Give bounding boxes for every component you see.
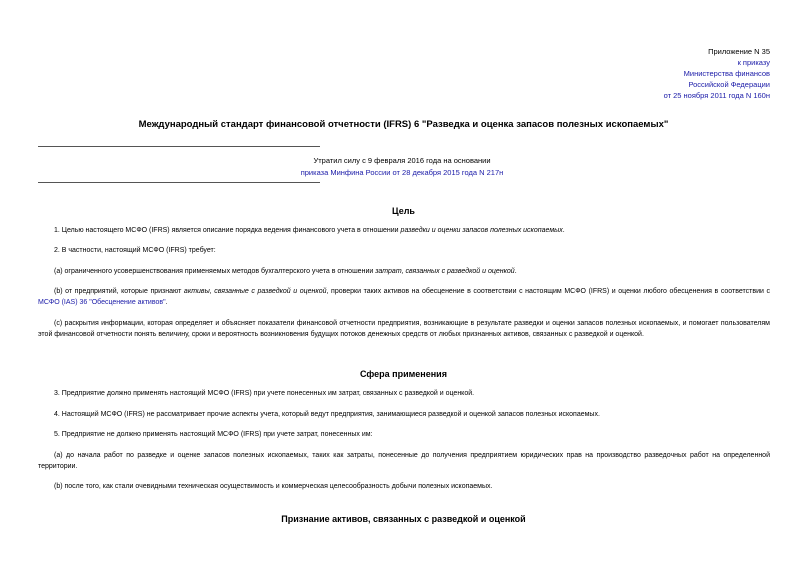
p1-end: . <box>562 227 565 234</box>
p2a-text: (a) ограниченного усовершенствования применяемых методов бухгалтерского учета в отношении <box>54 268 376 275</box>
p1-term: разведки и оценки запасов полезных ископаемых <box>400 227 563 234</box>
paragraph-3: 3. Предприятие должно применять настоящий МСФО (IFRS) при учете понесенных им затрат, связанных с разведкой и оценкой. <box>54 390 475 397</box>
p2a-end: . <box>514 268 517 275</box>
paragraph-2a <box>38 266 770 277</box>
p2a-term: затрат, связанных с разведкой и оценкой <box>375 268 515 275</box>
p2b-text: (b) от предприятий, которые признают <box>54 288 184 295</box>
p2b-end: . <box>165 299 168 306</box>
divider-bottom <box>38 182 320 183</box>
heading-recognition: Признание активов, связанных с разведкой и оценкой <box>281 514 526 524</box>
lost-force-notice <box>280 155 524 179</box>
p1-text: 1. Целью настоящего МСФО (IFRS) является описание порядка ведения финансового учета в отношении <box>54 227 401 234</box>
paragraph-2: 2. В частности, настоящий МСФО (IFRS) требует: <box>54 247 216 254</box>
appendix-order-link[interactable]: к приказу <box>737 58 770 67</box>
p2b-term: активы, связанные с разведкой и оценкой <box>183 288 327 295</box>
paragraph-1 <box>38 225 770 236</box>
p2b-text-2: , проверки таких активов на обесценение в соответствии с настоящим МСФО (IFRS) и оценки любого обесценения в соответствии с <box>326 288 770 295</box>
divider-top <box>38 146 320 147</box>
paragraph-5b: (b) после того, как стали очевидными техническая осуществимость и коммерческая целесообразность добычи полезных ископаемых. <box>54 483 493 490</box>
paragraph-5a: (a) до начала работ по разведке и оценке запасов полезных ископаемых, таких как затраты, понесенные до получения предприятием юридических прав на производство разведочных работ на определенной территории. <box>38 452 770 470</box>
appendix-ministry-link[interactable]: Министерства финансов <box>683 69 770 78</box>
heading-scope: Сфера применения <box>360 369 447 379</box>
ias36-link[interactable]: МСФО (IAS) 36 "Обесценение активов" <box>38 299 166 306</box>
appendix-reference <box>664 46 770 101</box>
paragraph-2c: (c) раскрытия информации, которая определяет и объясняет показатели финансовой отчетности предприятия, возникающие в результате разведки и оценки запасов полезных ископаемых, и помогает пользователям этой финансовой отчетности понять величину, сроки и вероятность возникновения будущих потоков денежных средств от любых признанных активов, связанных с разведкой и оценкой. <box>38 320 770 338</box>
paragraph-4: 4. Настоящий МСФО (IFRS) не рассматривает прочие аспекты учета, который ведут предприятия, занимающиеся разведкой и оценкой запасов полезных ископаемых. <box>54 411 600 418</box>
document-title: Международный стандарт финансовой отчетности (IFRS) 6 "Разведка и оценка запасов полезных ископаемых" <box>138 119 669 130</box>
appendix-number: Приложение N 35 <box>708 47 770 56</box>
lost-force-link[interactable]: приказа Минфина России от 28 декабря 2015 года N 217н <box>300 168 504 177</box>
heading-goal: Цель <box>392 206 415 216</box>
appendix-country-link[interactable]: Российской Федерации <box>688 80 770 89</box>
appendix-date-link[interactable]: от 25 ноября 2011 года N 160н <box>663 91 770 100</box>
paragraph-5: 5. Предприятие не должно применять настоящий МСФО (IFRS) при учете затрат, понесенных им: <box>54 431 373 438</box>
lost-force-text: Утратил силу с 9 февраля 2016 года на основании <box>313 156 491 165</box>
paragraph-2b <box>38 286 770 308</box>
